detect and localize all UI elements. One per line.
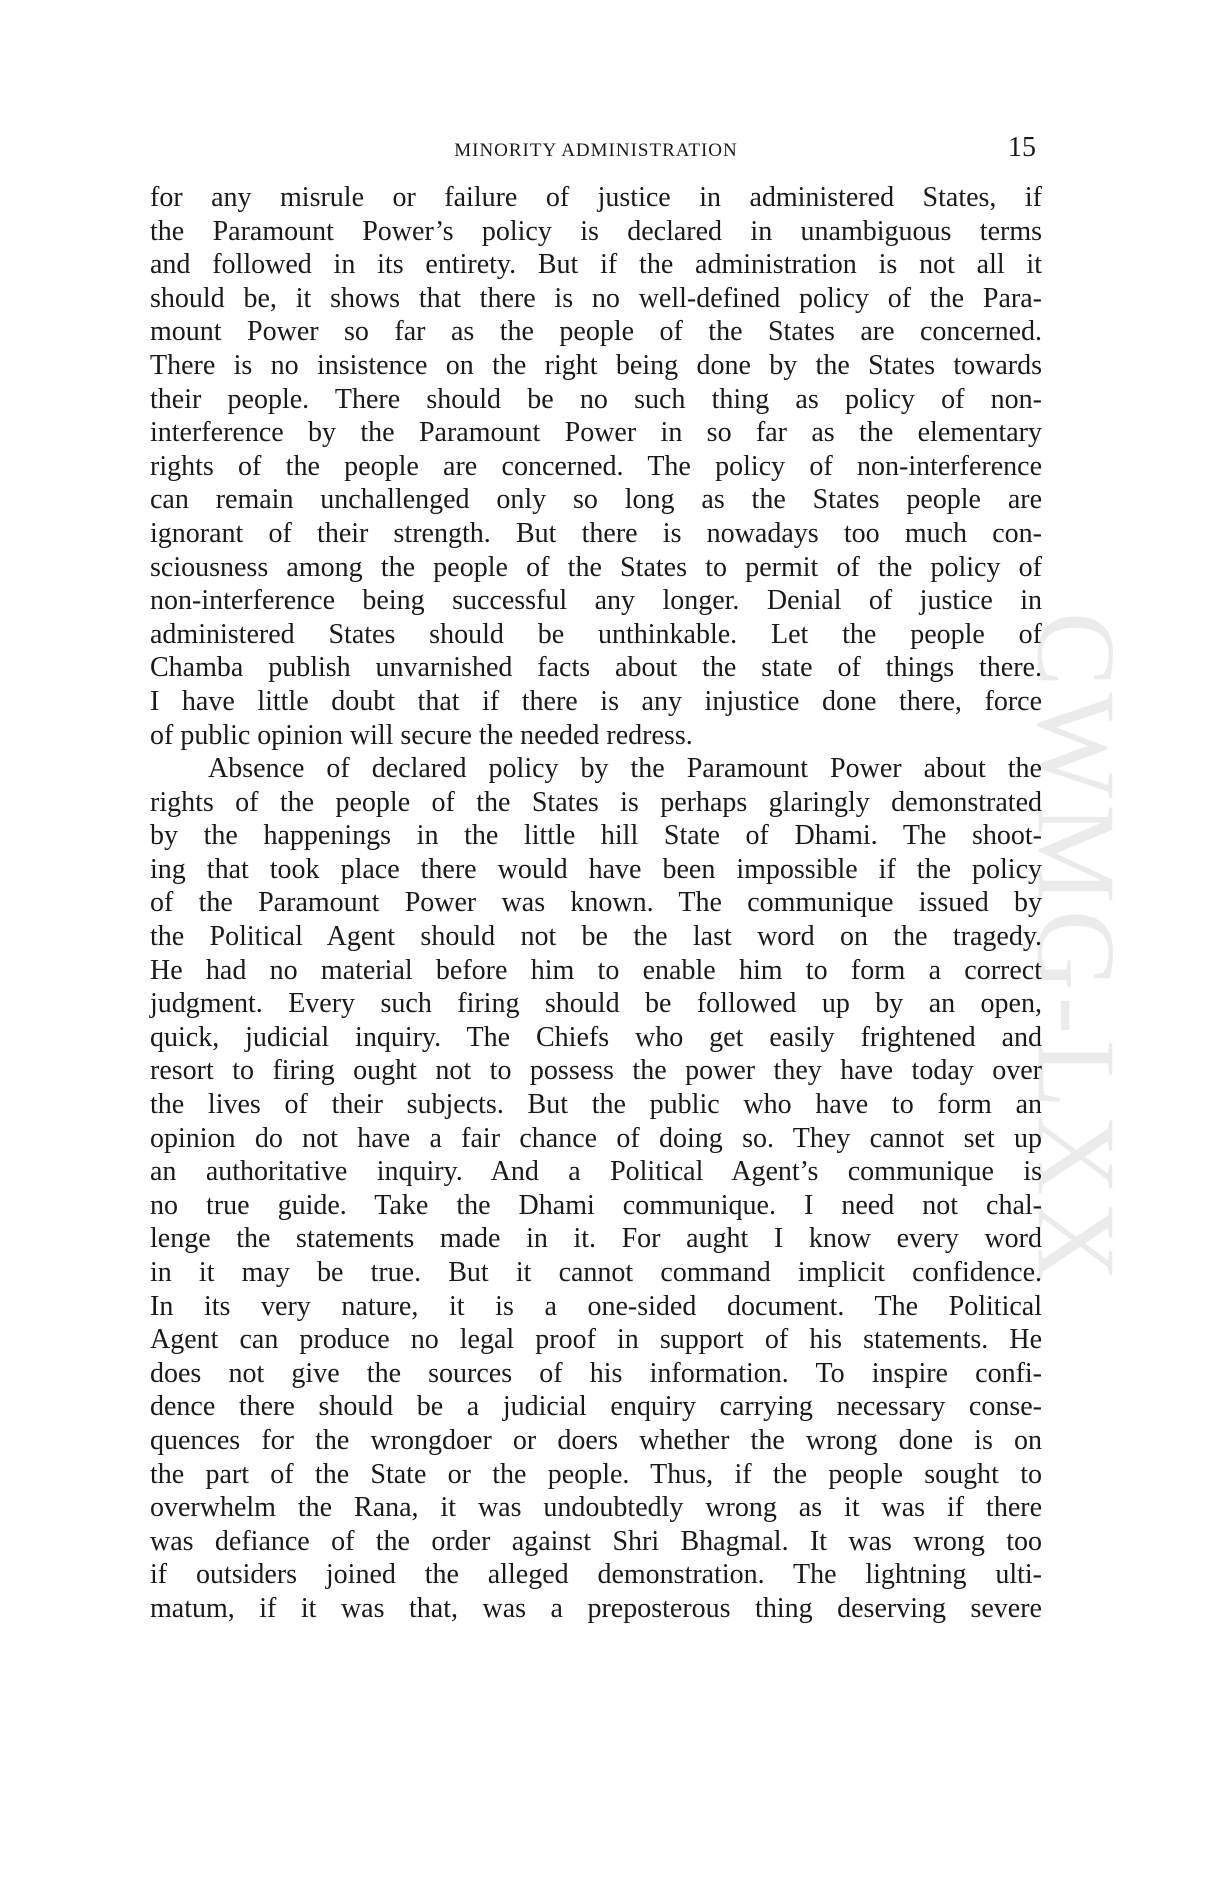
text-line: In its very nature, it is a one-sided document. The Political bbox=[150, 1290, 1042, 1322]
text-line: their people. There should be no such thing as policy of non- bbox=[150, 383, 1042, 415]
text-line: for any misrule or failure of justice in administered States, if bbox=[150, 182, 1042, 213]
text-line: ignorant of their strength. But there is nowadays too much con- bbox=[150, 517, 1042, 549]
paragraph bbox=[150, 181, 1042, 752]
text-line: interference by the Paramount Power in so far as the elementary bbox=[150, 417, 1042, 449]
page-header bbox=[150, 134, 1042, 164]
text-line: of public opinion will secure the needed redress. bbox=[150, 719, 693, 751]
page-number: 15 bbox=[1008, 132, 1036, 163]
text-line: by the happenings in the little hill State of Dhami. The shoot- bbox=[150, 820, 1042, 852]
text-line: opinion do not have a fair chance of doing so. They cannot set up bbox=[150, 1122, 1042, 1154]
text-line: There is no insistence on the right being done by the States towards bbox=[150, 349, 1042, 381]
text-line: I have little doubt that if there is any injustice done there, force bbox=[150, 685, 1042, 717]
text-line: if outsiders joined the alleged demonstration. The lightning ulti- bbox=[150, 1559, 1042, 1591]
text-line: and followed in its entirety. But if the administration is not all it bbox=[150, 249, 1042, 281]
text-line: matum, if it was that, was a preposterous thing deserving severe bbox=[150, 1592, 1042, 1624]
running-title: MINORITY ADMINISTRATION bbox=[454, 140, 738, 161]
text-line: can remain unchallenged only so long as the States people are bbox=[150, 484, 1042, 516]
text-line: judgment. Every such firing should be followed up by an open, bbox=[150, 988, 1042, 1020]
text-line: dence there should be a judicial enquiry carrying necessary conse- bbox=[150, 1391, 1042, 1423]
text-line: Chamba publish unvarnished facts about the state of things there. bbox=[150, 652, 1042, 684]
text-line: Absence of declared policy by the Paramount Power about the bbox=[208, 753, 1042, 785]
body-text bbox=[150, 181, 1042, 1626]
text-line: rights of the people are concerned. The policy of non-interference bbox=[150, 450, 1042, 482]
text-line: resort to firing ought not to possess the power they have today over bbox=[150, 1055, 1042, 1087]
text-line: rights of the people of the States is perhaps glaringly demonstrated bbox=[150, 786, 1042, 818]
text-line: quences for the wrongdoer or doers whether the wrong done is on bbox=[150, 1424, 1042, 1456]
watermark-text: CWMG-LXX bbox=[1013, 611, 1138, 1289]
text-line: does not give the sources of his information. To inspire confi- bbox=[150, 1357, 1042, 1389]
text-line: ing that took place there would have been impossible if the policy bbox=[150, 853, 1042, 885]
text-line: mount Power so far as the people of the States are concerned. bbox=[150, 316, 1042, 348]
text-line: administered States should be unthinkable. Let the people of bbox=[150, 618, 1042, 650]
text-line: the Paramount Power’s policy is declared in unambiguous terms bbox=[150, 215, 1042, 247]
text-line: should be, it shows that there is no well-defined policy of the Para- bbox=[150, 282, 1042, 314]
text-line: quick, judicial inquiry. The Chiefs who get easily frightened and bbox=[150, 1021, 1042, 1053]
text-line: sciousness among the people of the States to permit of the policy of bbox=[150, 551, 1042, 583]
watermark bbox=[1013, 480, 1138, 1420]
text-line: no true guide. Take the Dhami communique. I need not chal- bbox=[150, 1189, 1042, 1221]
text-line: of the Paramount Power was known. The communique issued by bbox=[150, 887, 1042, 919]
text-line: overwhelm the Rana, it was undoubtedly wrong as it was if there bbox=[150, 1492, 1042, 1524]
text-line: lenge the statements made in it. For aught I know every word bbox=[150, 1223, 1042, 1255]
text-line: the part of the State or the people. Thus, if the people sought to bbox=[150, 1458, 1042, 1490]
text-line: non-interference being successful any longer. Denial of justice in bbox=[150, 585, 1042, 617]
text-line: He had no material before him to enable him to form a correct bbox=[150, 954, 1042, 986]
text-line: the lives of their subjects. But the public who have to form an bbox=[150, 1089, 1042, 1121]
paragraph bbox=[150, 752, 1042, 1625]
text-line: in it may be true. But it cannot command implicit confidence. bbox=[150, 1257, 1042, 1288]
text-line: an authoritative inquiry. And a Political Agent’s communique is bbox=[150, 1156, 1042, 1188]
text-line: Agent can produce no legal proof in support of his statements. He bbox=[150, 1324, 1042, 1356]
text-line: was defiance of the order against Shri Bhagmal. It was wrong too bbox=[150, 1525, 1042, 1557]
text-line: the Political Agent should not be the last word on the tragedy. bbox=[150, 921, 1042, 953]
